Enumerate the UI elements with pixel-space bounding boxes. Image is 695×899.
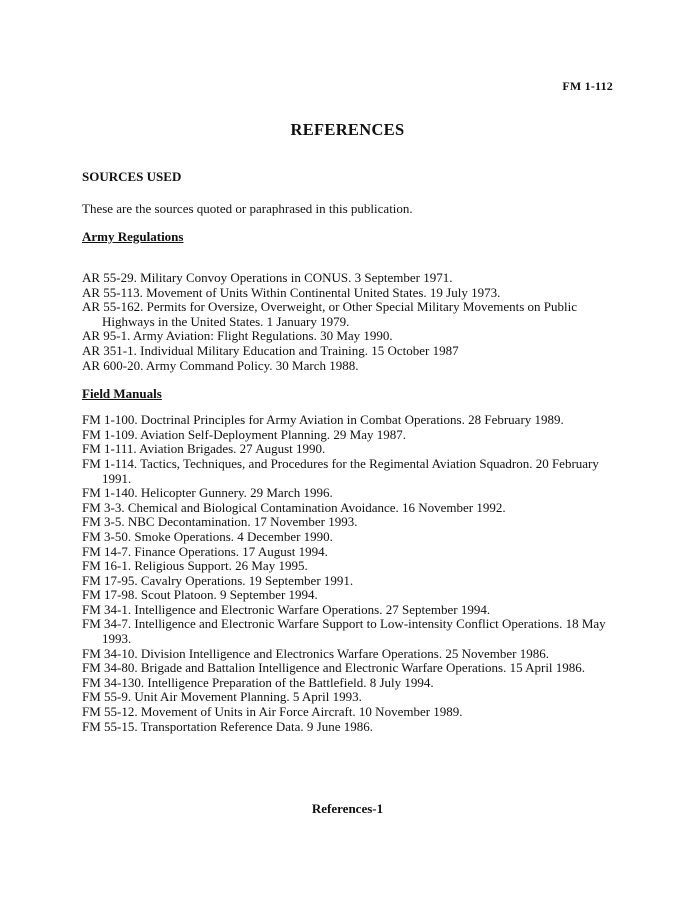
reference-item: AR 55-113. Movement of Units Within Continental United States. 19 July 1973.	[82, 284, 501, 300]
reference-item: FM 16-1. Religious Support. 26 May 1995.	[82, 558, 308, 574]
reference-item: FM 34-130. Intelligence Preparation of the Battlefield. 8 July 1994.	[82, 674, 434, 690]
references-content	[82, 169, 622, 734]
reference-item: FM 17-95. Cavalry Operations. 19 September 1991.	[82, 572, 354, 588]
page-footer: References-1	[311, 801, 384, 816]
reference-item: FM 1-109. Aviation Self-Deployment Planning. 29 May 1987.	[82, 426, 407, 442]
reference-item: FM 1-111. Aviation Brigades. 27 August 1990.	[82, 441, 326, 457]
army-regulations-heading: Army Regulations	[82, 229, 184, 244]
reference-item: AR 55-162. Permits for Oversize, Overweight, or Other Special Military Movements on Public Highways in the United States. 1 January 1979.	[82, 299, 577, 329]
reference-item: FM 3-3. Chemical and Biological Contamination Avoidance. 16 November 1992.	[82, 499, 506, 515]
reference-item: AR 95-1. Army Aviation: Flight Regulations. 30 May 1990.	[82, 328, 393, 344]
sources-used-heading: SOURCES USED	[82, 169, 182, 184]
reference-item: FM 34-10. Division Intelligence and Electronics Warfare Operations. 25 November 1986.	[82, 645, 549, 661]
reference-item: FM 55-9. Unit Air Movement Planning. 5 April 1993.	[82, 689, 362, 705]
reference-item: FM 1-114. Tactics, Techniques, and Procedures for the Regimental Aviation Squadron. 20 February 1991.	[82, 455, 599, 486]
reference-item: FM 34-80. Brigade and Battalion Intelligence and Electronic Warfare Operations. 15 April 1986.	[82, 660, 586, 676]
sources-intro: These are the sources quoted or paraphrased in this publication.	[82, 201, 413, 216]
reference-item: AR 55-29. Military Convoy Operations in CONUS. 3 September 1971.	[82, 270, 453, 285]
reference-item: AR 351-1. Individual Military Education and Training. 15 October 1987	[82, 342, 459, 358]
document-id: FM 1-112	[562, 79, 613, 93]
reference-item: FM 34-7. Intelligence and Electronic Warfare Support to Low-intensity Conflict Operations. 18 May 1993.	[82, 616, 606, 647]
reference-item: FM 1-140. Helicopter Gunnery. 29 March 1996.	[82, 485, 333, 501]
reference-item: FM 14-7. Finance Operations. 17 August 1994.	[82, 543, 328, 559]
page-title: REFERENCES	[290, 120, 405, 139]
reference-item: FM 1-100. Doctrinal Principles for Army Aviation in Combat Operations. 28 February 1989.	[82, 412, 564, 428]
field-manuals-list	[82, 413, 622, 734]
reference-item: AR 600-20. Army Command Policy. 30 March 1988.	[82, 357, 359, 373]
reference-item: FM 17-98. Scout Platoon. 9 September 1994.	[82, 587, 318, 603]
reference-item: FM 3-5. NBC Decontamination. 17 November 1993.	[82, 514, 358, 530]
army-regulations-list	[82, 271, 622, 373]
reference-item: FM 55-12. Movement of Units in Air Force Aircraft. 10 November 1989.	[82, 704, 463, 720]
reference-item: FM 55-15. Transportation Reference Data. 9 June 1986.	[82, 718, 374, 734]
field-manuals-heading: Field Manuals	[82, 386, 162, 402]
reference-item: FM 3-50. Smoke Operations. 4 December 1990.	[82, 528, 333, 544]
reference-item: FM 34-1. Intelligence and Electronic Warfare Operations. 27 September 1994.	[82, 601, 491, 617]
